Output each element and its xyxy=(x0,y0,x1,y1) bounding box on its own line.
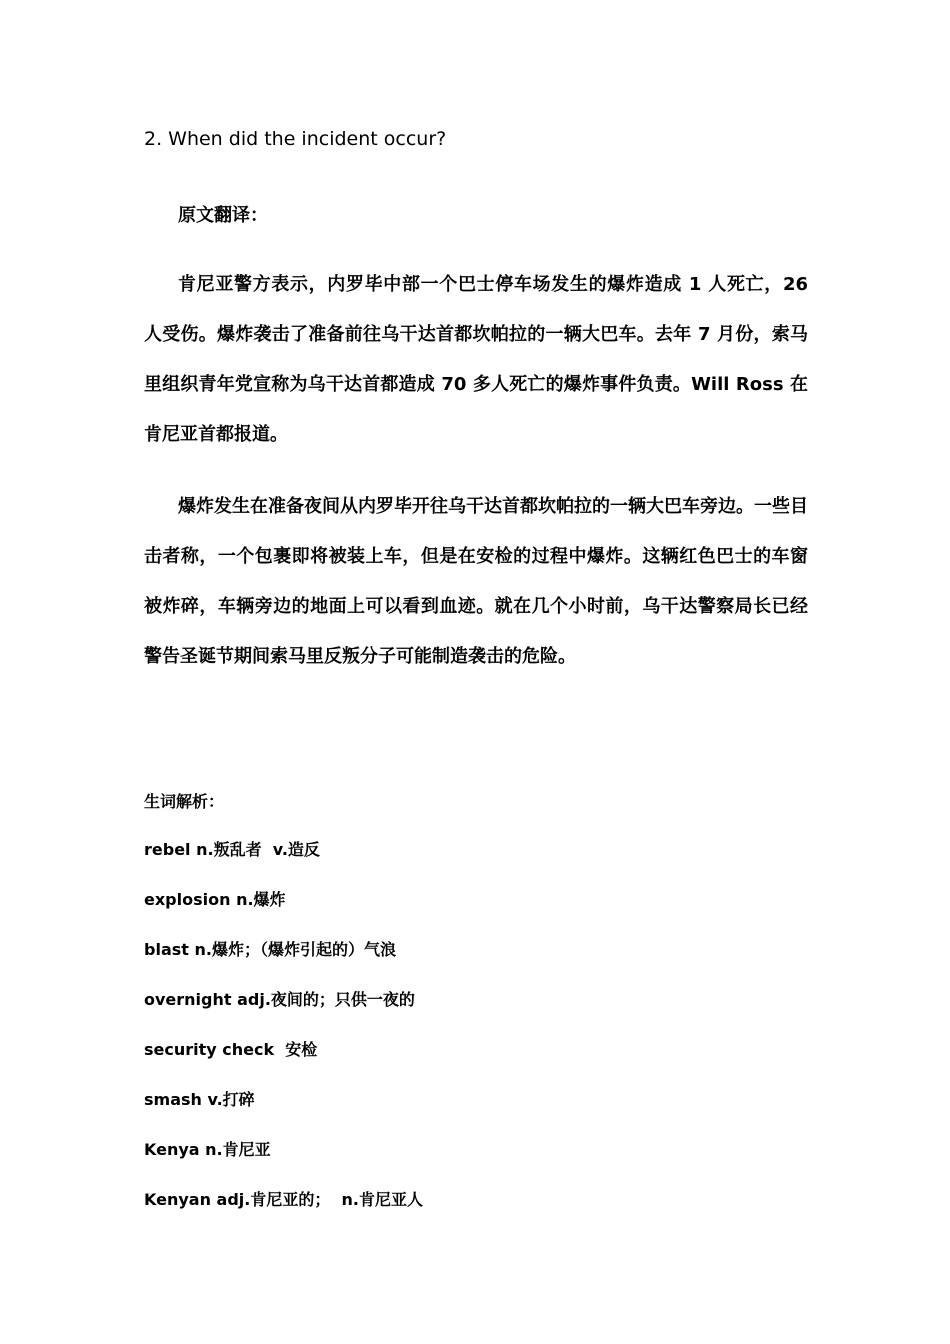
vocabulary-item: rebel n.叛乱者 v.造反 xyxy=(144,840,320,859)
vocabulary-item: smash v.打碎 xyxy=(144,1090,255,1109)
vocabulary-item: Kenya n.肯尼亚 xyxy=(144,1140,271,1159)
question-heading: 2. When did the incident occur? xyxy=(144,128,447,150)
vocabulary-item: overnight adj.夜间的；只供一夜的 xyxy=(144,990,415,1009)
vocabulary-item: security check 安检 xyxy=(144,1040,318,1059)
vocabulary-title: 生词解析： xyxy=(144,792,225,811)
translation-paragraph-2: 爆炸发生在准备夜间从内罗毕开往乌干达首都坎帕拉的一辆大巴车旁边。一些目击者称，一个包裹即将被装上车，但是在安检的过程中爆炸。这辆红色巴士的车窗被炸碎，车辆旁边的地面上可以看到血迹。就在几个小时前，乌干达警察局长已经警告圣诞节期间索马里反叛分子可能制造袭击的危险。 xyxy=(144,496,808,667)
vocabulary-item: explosion n.爆炸 xyxy=(144,890,286,909)
translation-paragraph-1: 肯尼亚警方表示，内罗毕中部一个巴士停车场发生的爆炸造成 1 人死亡，26 人受伤。爆炸袭击了准备前往乌干达首都坎帕拉的一辆大巴车。去年 7 月份，索马里组织青年党宣称为乌干达首都造成 70 多人死亡的爆炸事件负责。Will Ross 在肯尼亚首都报道。 xyxy=(144,274,808,445)
vocabulary-item: Kenyan adj.肯尼亚的； n.肯尼亚人 xyxy=(144,1190,423,1209)
vocabulary-list xyxy=(144,836,423,1236)
vocabulary-item: blast n.爆炸；（爆炸引起的）气浪 xyxy=(144,940,396,959)
translation-title: 原文翻译： xyxy=(178,205,268,226)
